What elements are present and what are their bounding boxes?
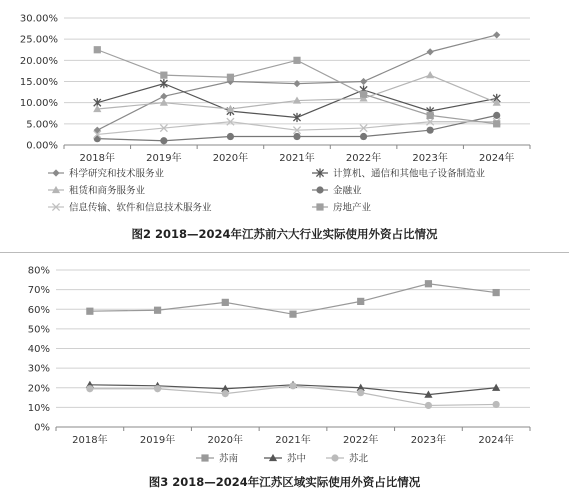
data-point [360, 91, 367, 98]
y-tick-label: 40% [27, 344, 50, 355]
data-point [360, 78, 367, 85]
y-tick-label: 30.00% [19, 13, 58, 25]
x-tick-label: 2018年 [72, 435, 108, 446]
data-point [94, 46, 101, 53]
data-point [426, 71, 434, 78]
legend-label: 苏南 [219, 453, 239, 465]
y-tick-label: 0% [34, 422, 50, 434]
legend-entry [326, 453, 369, 465]
legend-label: 金融业 [333, 185, 362, 197]
data-point [227, 133, 234, 140]
legend-marker [331, 454, 338, 461]
legend-marker [316, 186, 323, 193]
x-tick-label: 2018年 [79, 153, 116, 164]
legend-entry [48, 185, 146, 197]
data-point [154, 307, 161, 314]
legend-label: 苏北 [349, 453, 369, 465]
data-point [289, 382, 296, 389]
legend-entry [196, 453, 239, 465]
figure-divider [0, 252, 569, 253]
data-point [357, 389, 364, 396]
data-point [222, 299, 229, 306]
region-share-chart [0, 256, 569, 493]
y-tick-label: 50% [27, 324, 50, 336]
y-tick-label: 20% [27, 383, 50, 395]
y-tick-label: 25.00% [19, 34, 58, 46]
y-tick-label: 30% [27, 363, 50, 375]
x-tick-label: 2019年 [146, 153, 182, 164]
data-point [289, 311, 296, 318]
data-point [357, 298, 364, 305]
legend-entry [312, 202, 372, 214]
chart-panel-regions [0, 256, 569, 493]
x-tick-label: 2021年 [275, 435, 311, 446]
y-tick-label: 5.00% [26, 119, 58, 131]
data-point [493, 401, 500, 408]
data-point [493, 31, 500, 38]
x-tick-label: 2024年 [478, 153, 515, 164]
data-point [86, 385, 93, 392]
data-point [154, 385, 161, 392]
data-point [425, 402, 432, 409]
x-tick-label: 2020年 [212, 153, 249, 164]
series-0 [86, 280, 499, 318]
x-tick-label: 2022年 [342, 435, 379, 446]
y-tick-label: 10% [27, 402, 50, 414]
x-tick-label: 2023年 [410, 435, 447, 446]
data-point [427, 127, 434, 134]
y-tick-label: 70% [27, 285, 50, 297]
data-point [493, 289, 500, 296]
x-tick-label: 2024年 [478, 435, 514, 446]
data-point [425, 280, 432, 287]
legend-label: 科学研究和技术服务业 [69, 168, 165, 180]
data-point [360, 133, 367, 140]
legend-marker [52, 169, 59, 176]
legend-label: 租赁和商务服务业 [69, 185, 146, 197]
series-2 [93, 71, 501, 112]
data-point [427, 112, 434, 119]
y-tick-label: 60% [27, 304, 50, 316]
data-point [222, 390, 229, 397]
legend-entry [48, 202, 212, 214]
figure-3-caption: 图3 2018—2024年江苏区域实际使用外资占比情况 [148, 475, 421, 489]
data-point [493, 112, 500, 119]
y-tick-label: 10.00% [19, 98, 58, 110]
legend-label: 计算机、通信和其他电子设备制造业 [333, 168, 486, 180]
data-point [160, 79, 167, 88]
x-tick-label: 2023年 [412, 153, 448, 164]
data-point [293, 133, 300, 140]
legend-marker [316, 203, 323, 210]
legend-label: 苏中 [287, 453, 307, 465]
data-point [86, 308, 93, 315]
data-point [493, 120, 500, 127]
data-point [293, 57, 300, 64]
x-tick-label: 2021年 [279, 153, 315, 164]
data-point [160, 137, 167, 144]
legend-entry [48, 168, 165, 180]
legend-marker [201, 454, 208, 461]
data-point [227, 74, 234, 81]
y-tick-label: 0.00% [26, 140, 58, 152]
figure-2-caption: 图2 2018—2024年江苏前六大行业实际使用外资占比情况 [131, 227, 438, 241]
legend-label: 房地产业 [333, 202, 372, 214]
legend-entry [312, 168, 486, 180]
x-tick-label: 2022年 [345, 153, 382, 164]
y-tick-label: 15.00% [19, 77, 58, 88]
y-tick-label: 80% [27, 265, 50, 277]
y-tick-label: 20.00% [19, 55, 58, 67]
x-tick-label: 2019年 [139, 435, 176, 446]
legend-entry [312, 185, 362, 197]
legend-label: 信息传输、软件和信息技术服务业 [69, 202, 212, 214]
x-tick-label: 2020年 [207, 435, 244, 446]
legend-entry [264, 453, 306, 465]
data-point [160, 72, 167, 79]
data-point [427, 48, 434, 55]
